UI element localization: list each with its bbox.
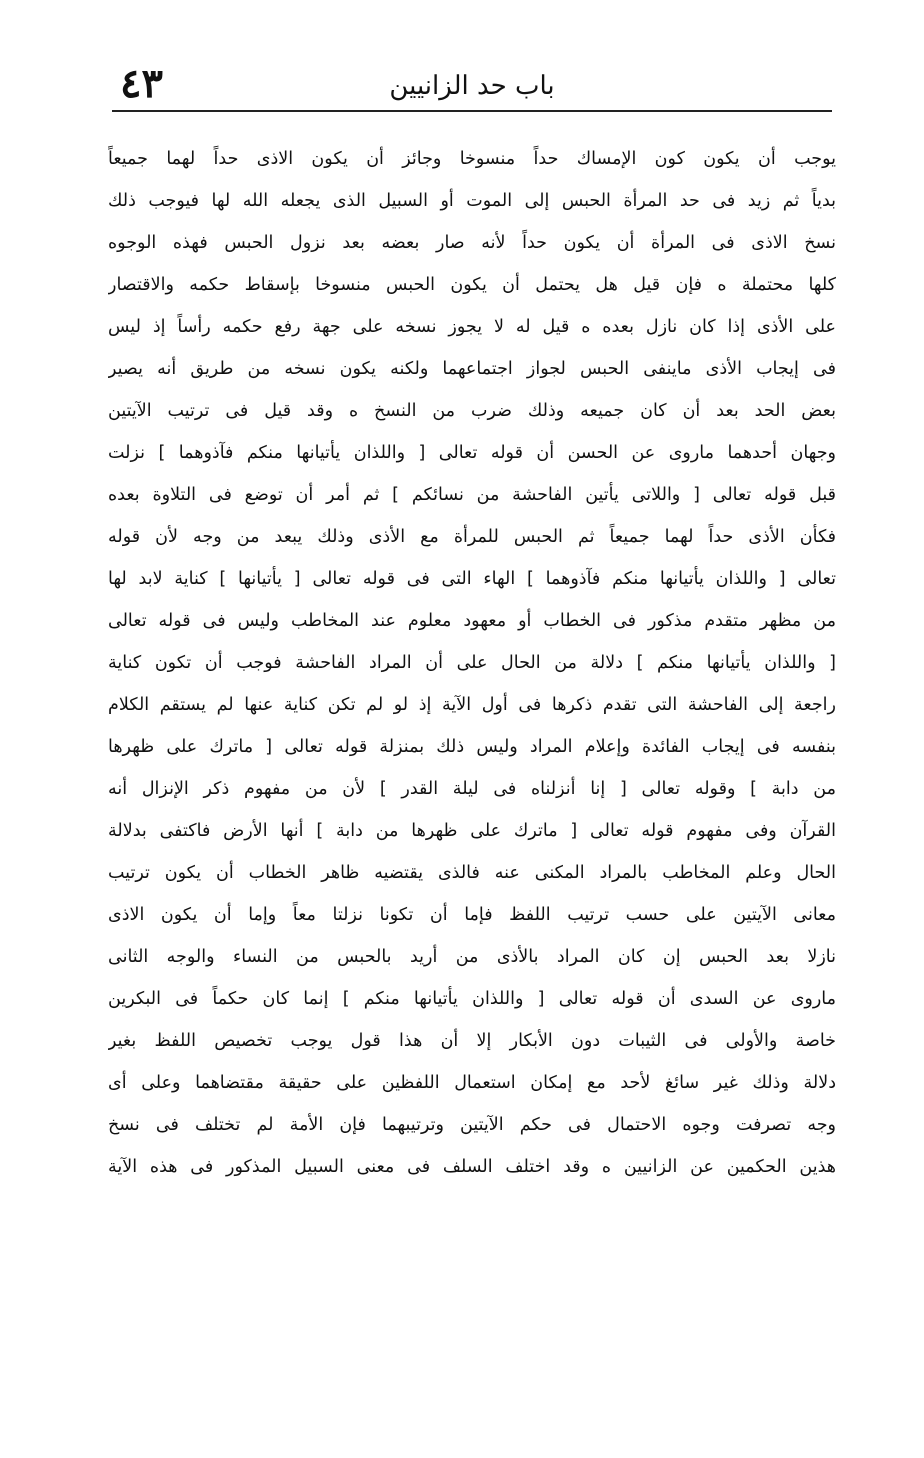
text-line: نازلا بعد الحبس إن كان المراد بالأذى من أريد بالحبس من النساء والوجه الثانى [108, 947, 836, 967]
text-line: بدياً ثم زيد فى حد المرأة الحبس إلى الموت أو السبيل الذى يجعله الله لها فيوجب ذلك [108, 191, 836, 211]
text-line: الحال وعلم المخاطب بالمراد المكنى عنه فالذى يقتضيه ظاهر الخطاب أن يكون ترتيب [108, 863, 836, 883]
text-line: خاصة والأولى فى الثيبات دون الأبكار إلا أن هذا قول يوجب تخصيص اللفظ بغير [108, 1031, 836, 1051]
text-line: قبل قوله تعالى [ واللاتى يأتين الفاحشة من نسائكم ] ثم أمر أن توضع فى التلاوة بعده [108, 485, 836, 505]
text-line: من مظهر متقدم مذكور فى الخطاب أو معهود معلوم عند المخاطب وليس فى قوله تعالى [108, 611, 836, 631]
text-line: القرآن وفى مفهوم قوله تعالى [ ماترك على ظهرها من دابة ] أنها الأرض فاكتفى بدلالة [108, 821, 836, 841]
text-line: دلالة وذلك غير سائغ لأحد مع إمكان استعمال اللفظين على حقيقة مقتضاهما وعلى أى [108, 1073, 836, 1093]
chapter-title: باب حد الزانيين [389, 71, 555, 101]
text-line: ماروى عن السدى أن قوله تعالى [ واللذان يأتيانها منكم ] إنما كان حكماً فى البكرين [108, 989, 836, 1009]
text-line: كلها محتملة ه فإن قيل هل يحتمل أن يكون الحبس منسوخا بإسقاط حكمه والاقتصار [108, 275, 836, 295]
header-divider [112, 110, 832, 112]
text-line: وجهان أحدهما ماروى عن الحسن أن قوله تعالى [ واللذان يأتيانها منكم فآذوهما ] نزلت [108, 443, 836, 463]
text-line: نسخ الاذى فى المرأة أن يكون حداً لأنه صار بعضه بعد نزول الحبس فهذه الوجوه [108, 233, 836, 253]
text-line: بنفسه فى إيجاب الفائدة وإعلام المراد وليس ذلك بمنزلة قوله تعالى [ ماترك على ظهرها [108, 737, 836, 757]
text-line: هذين الحكمين عن الزانيين ه وقد اختلف السلف فى معنى السبيل المذكور فى هذه الآية [108, 1157, 836, 1177]
text-line: فى إيجاب الأذى ماينفى الحبس لجواز اجتماعهما ولكنه يكون نسخه من طريق أنه يصير [108, 359, 836, 379]
text-line: راجعة إلى الفاحشة التى تقدم ذكرها فى أول الآية إذ لو لم تكن كناية عنها لم يستقم الكلام [108, 695, 836, 715]
text-line: بعض الحد بعد أن كان جميعه وذلك ضرب من النسخ ه وقد قيل فى ترتيب الآيتين [108, 401, 836, 421]
text-line: تعالى [ واللذان يأتيانها منكم فآذوهما ] الهاء التى فى قوله تعالى [ يأتيانها ] كناية لابد لها [108, 569, 836, 589]
text-line: [ واللذان يأتيانها منكم ] دلالة من الحال على أن المراد الفاحشة فوجب أن تكون كناية [108, 653, 836, 673]
text-line: معانى الآيتين على حسب ترتيب اللفظ فإما أن تكونا نزلتا معاً وإما أن يكون الاذى [108, 905, 836, 925]
text-line: على الأذى إذا كان نازل بعده ه قيل له لا يجوز نسخه على جهة رفع حكمه رأساً إذ ليس [108, 317, 836, 337]
body-text [108, 138, 836, 1188]
page-header [112, 60, 832, 108]
text-line: وجه تصرفت وجوه الاحتمال فى حكم الآيتين وترتيبهما فإن الأمة لم تختلف فى نسخ [108, 1115, 836, 1135]
text-line: فكأن الأذى حداً لهما جميعاً ثم الحبس للمرأة مع الأذى وذلك يبعد من وجه لأن قوله [108, 527, 836, 547]
page-number: ٤٣ [120, 60, 163, 107]
text-line: يوجب أن يكون كون الإمساك حداً منسوخا وجائز أن يكون الاذى حداً لهما جميعاً [108, 149, 836, 169]
text-line: من دابة ] وقوله تعالى [ إنا أنزلناه فى ليلة القدر ] لأن من مفهوم ذكر الإنزال أنه [108, 779, 836, 799]
